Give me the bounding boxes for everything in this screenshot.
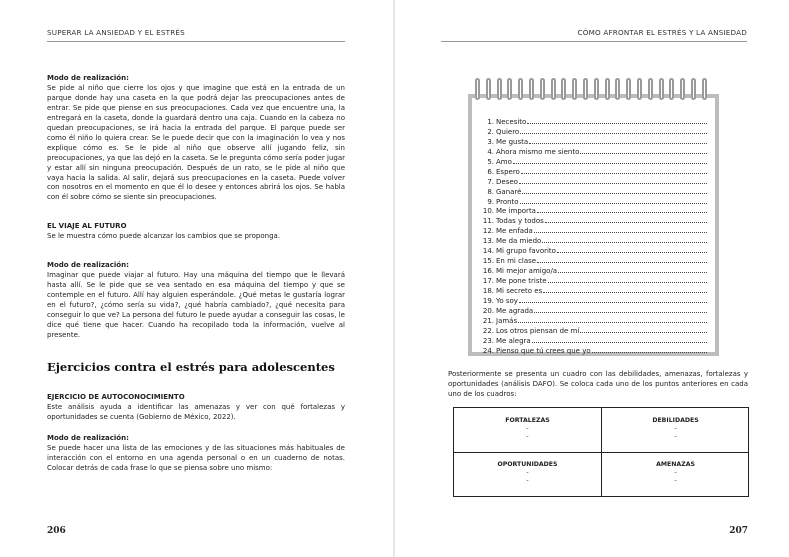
notebook-spiral-rings: [475, 78, 711, 104]
dotted-fill-line: [537, 256, 707, 263]
dotted-fill-line: [520, 197, 707, 204]
spiral-ring: [583, 78, 588, 100]
spiral-ring: [626, 78, 631, 100]
dotted-fill-line: [518, 316, 707, 323]
list-item-text: Me pone triste: [496, 277, 547, 285]
list-item-text: Pronto: [496, 197, 519, 206]
dotted-fill-line: [580, 326, 707, 333]
list-item-number: 10.: [482, 207, 494, 216]
list-item-text: Ganaré: [496, 187, 522, 196]
list-item: [481, 117, 713, 127]
dafo-label-fortalezas: FORTALEZAS: [505, 417, 550, 424]
sentence-completion-list: [481, 117, 713, 356]
paragraph-caseta: Se pide al niño que cierre los ojos y que imagine que está en la entrada de un parque donde hay una caseta en la que podrá dejar las preocupaciones antes de entrar. Se pide que piense en sus preocupaciones. Cada vez que encuentre una, la entregará en la caseta, donde la guardará dentro una caja. Cuando en la cabeza no quedan preocupaciones, se irá hacia la entrada del parque. El parque puede ser como él niño lo quiera crear. Se le puede decir que con la imaginación lo vea y nos explique cómo es. Se le pide al niño que observe allí jugando feliz, sin preocupaciones, ya que las dejó en la caseta. Se le pregunta cómo sería poder jugar y estar allí sin ninguna preocupación. Después de un rato, se le pide al niño que vaya hacia la salida. Al salir, dejará sus preocupaciones en la caseta. Puede volver con nosotros en el momento en que él lo desee y entonces abrirá los ojos. Se habla con él sobre cómo se siente sin preocupaciones.: [47, 83, 345, 202]
list-item-text: Yo soy: [496, 296, 518, 305]
running-head-left: SUPERAR LA ANSIEDAD Y EL ESTRÉS: [47, 28, 185, 37]
dotted-fill-line: [558, 266, 707, 273]
list-item: [481, 177, 713, 187]
list-item: [481, 236, 713, 246]
list-item-text: Jamás: [496, 316, 518, 325]
list-item-text: Quiero: [496, 127, 520, 136]
spacer: [47, 341, 345, 360]
list-item: [481, 216, 713, 226]
left-page: [0, 0, 394, 557]
paragraph-viaje-intro: Se le muestra cómo puede alcanzar los cambios que se proponga.: [47, 232, 281, 241]
list-item: [481, 326, 713, 336]
dotted-fill-line: [519, 177, 707, 184]
subheading-modo-realizacion-2: Modo de realización:: [47, 261, 129, 270]
list-item: [481, 137, 713, 147]
list-item-number: 3.: [487, 137, 494, 146]
list-item-text: Me da miedo: [496, 237, 542, 246]
dafo-label-debilidades: DEBILIDADES: [652, 417, 699, 424]
dotted-fill-line: [545, 216, 707, 223]
list-item-text: Mi grupo favorito: [496, 247, 556, 256]
dotted-fill-line: [537, 206, 707, 213]
list-item-number: 20.: [482, 306, 494, 315]
spiral-ring: [475, 78, 480, 100]
list-item: [481, 296, 713, 306]
dotted-fill-line: [534, 226, 707, 233]
subheading-modo-realizacion-3: Modo de realización:: [47, 433, 129, 442]
list-item: [481, 316, 713, 326]
dafo-table: [453, 407, 749, 497]
list-item-number: 8.: [487, 187, 494, 196]
list-item-text: Necesito: [496, 118, 527, 126]
list-item-number: 24.: [482, 346, 494, 355]
list-item: [481, 336, 713, 346]
list-item-number: 1.: [487, 118, 494, 126]
spiral-ring: [659, 78, 664, 100]
dafo-label-oportunidades: OPORTUNIDADES: [497, 461, 558, 468]
spiral-ring: [529, 78, 534, 100]
subheading-modo-realizacion-1: Modo de realización:: [47, 74, 129, 82]
list-item-text: Todas y todos: [496, 217, 544, 226]
dafo-dash: -: [674, 433, 677, 440]
dotted-fill-line: [520, 127, 707, 134]
dafo-cell-fortalezas: [454, 417, 601, 441]
paragraph-lista-emociones: Se puede hacer una lista de las emociones y de las situaciones más habituales de interacción con el entorno en una agenda personal o en un cuaderno de notas. Colocar detrás de cada frase lo que se piensa sobre uno mismo:: [47, 443, 345, 472]
dotted-fill-line: [519, 296, 707, 303]
list-item: [481, 206, 713, 216]
spiral-ring: [497, 78, 502, 100]
paragraph-maquina-tiempo: Imaginar que puede viajar al futuro. Hay una máquina del tiempo que le llevará hasta allí. Se le pide que se vea sentado en esa máquina del tiempo y que se contemple en el futuro. Allí hay alguien esperándole. ¿Qué metas le gustaría lograr en el futuro?, ¿cómo sería su vida?, ¿qué habría cambiado?, ¿qué necesita para conseguir lo que ve? La persona del futuro le puede ayudar a conseguir las cosas, le dice qué tiene que hacer. Cuando ha recopilado toda la información, vuelve al presente.: [47, 271, 345, 339]
dafo-dash: -: [526, 477, 529, 484]
list-item: [481, 276, 713, 286]
list-item-text: Me importa: [496, 207, 536, 216]
list-item: [481, 286, 713, 296]
spacer: [47, 374, 345, 393]
list-item-number: 12.: [482, 227, 494, 236]
list-item-number: 14.: [482, 247, 494, 256]
dotted-fill-line: [548, 276, 707, 283]
list-item-number: 5.: [487, 157, 494, 166]
dafo-dash: -: [526, 469, 529, 476]
spiral-ring: [637, 78, 642, 100]
header-rule-left: [47, 41, 345, 42]
list-item-number: 22.: [482, 326, 494, 335]
page-number-left: 206: [47, 526, 66, 536]
spiral-ring: [680, 78, 685, 100]
dotted-fill-line: [557, 246, 707, 253]
list-item-number: 16.: [482, 267, 494, 276]
spiral-ring: [669, 78, 674, 100]
spacer: [47, 203, 345, 222]
list-item-text: Me gusta: [496, 137, 529, 146]
dotted-fill-line: [580, 147, 707, 154]
list-item-text: Me agrada: [496, 306, 534, 315]
list-item-number: 2.: [487, 127, 494, 136]
list-item: [481, 197, 713, 207]
list-item: [481, 246, 713, 256]
dafo-dash: -: [674, 469, 677, 476]
list-item: [481, 266, 713, 276]
list-item-text: Amo: [496, 157, 512, 166]
spiral-ring: [486, 78, 491, 100]
spiral-ring: [551, 78, 556, 100]
dafo-dash: -: [526, 425, 529, 432]
list-item-number: 19.: [482, 296, 494, 305]
list-item-text: Me enfada: [496, 227, 533, 236]
section-title-adolescentes: Ejercicios contra el estrés para adolescentes: [47, 359, 335, 374]
dafo-dash: -: [674, 477, 677, 484]
dafo-cell-debilidades: [602, 417, 749, 441]
spiral-ring: [648, 78, 653, 100]
dafo-dash: -: [674, 425, 677, 432]
list-item-text: Mi mejor amigo/a: [496, 267, 558, 276]
spacer: [47, 242, 345, 261]
dotted-fill-line: [521, 167, 707, 174]
list-item: [481, 147, 713, 157]
list-item-text: Espero: [496, 167, 520, 176]
left-text-column: [47, 74, 345, 474]
dotted-fill-line: [529, 137, 707, 144]
dafo-divider-horizontal: [454, 452, 748, 453]
spiral-ring: [594, 78, 599, 100]
paragraph-dafo-intro: Posteriormente se presenta un cuadro con las debilidades, amenazas, fortalezas y oportunidades (análisis DAFO). Se coloca cada uno de los puntos anteriores en cada uno de los cuadros:: [448, 370, 748, 398]
dotted-fill-line: [592, 346, 707, 353]
list-item: [481, 127, 713, 137]
list-item-number: 17.: [482, 277, 494, 285]
dotted-fill-line: [542, 236, 707, 243]
dotted-fill-line: [534, 306, 707, 313]
subheading-autoconocimiento: EJERCICIO DE AUTOCONOCIMIENTO: [47, 392, 185, 401]
list-item-text: Mi secreto es: [496, 286, 543, 295]
dotted-fill-line: [543, 286, 707, 293]
paragraph-autoconocimiento: Este análisis ayuda a identificar las amenazas y ver con qué fortalezas y oportunidades se cuenta (Gobierno de México, 2022).: [47, 402, 345, 421]
dafo-cell-amenazas: [602, 461, 749, 485]
list-item-number: 4.: [487, 147, 494, 156]
spiral-ring: [561, 78, 566, 100]
spiral-ring: [540, 78, 545, 100]
spiral-ring: [691, 78, 696, 100]
dotted-fill-line: [532, 336, 707, 343]
page-number-right: 207: [729, 526, 748, 536]
running-head-right: CÓMO AFRONTAR EL ESTRÉS Y LA ANSIEDAD: [577, 28, 747, 37]
list-item: [481, 256, 713, 266]
list-item: [481, 167, 713, 177]
spiral-ring: [615, 78, 620, 100]
list-item: [481, 226, 713, 236]
right-page: [395, 0, 789, 557]
list-item-text: Pienso que tú crees que yo: [496, 346, 591, 355]
header-rule-right: [441, 41, 747, 42]
spiral-ring: [702, 78, 707, 100]
list-item-number: 15.: [482, 257, 494, 266]
list-item: [481, 306, 713, 316]
dotted-fill-line: [513, 157, 707, 164]
spiral-ring: [572, 78, 577, 100]
dotted-fill-line: [527, 117, 707, 124]
list-item-text: Deseo: [496, 177, 518, 186]
list-item-number: 18.: [482, 286, 494, 295]
list-item-number: 21.: [482, 316, 494, 325]
spiral-ring: [605, 78, 610, 100]
list-item-number: 9.: [487, 197, 494, 206]
list-item-text: En mi clase: [496, 257, 537, 266]
spiral-ring: [518, 78, 523, 100]
spiral-ring: [507, 78, 512, 100]
list-item-text: Los otros piensan de mí: [496, 326, 580, 335]
list-item-text: Me alegra: [496, 336, 531, 345]
list-item-number: 7.: [487, 177, 494, 186]
list-item: [481, 187, 713, 197]
list-item-number: 6.: [487, 167, 494, 176]
list-item-number: 23.: [482, 336, 494, 345]
spacer: [47, 423, 345, 434]
dafo-label-amenazas: AMENAZAS: [656, 461, 695, 468]
dafo-cell-oportunidades: [454, 461, 601, 485]
dafo-dash: -: [526, 433, 529, 440]
list-item: [481, 157, 713, 167]
list-item: [481, 346, 713, 356]
dotted-fill-line: [522, 187, 707, 194]
list-item-number: 11.: [482, 217, 494, 226]
list-item-number: 13.: [482, 237, 494, 246]
list-item-text: Ahora mismo me siento: [496, 147, 580, 156]
subheading-viaje-futuro: EL VIAJE AL FUTURO: [47, 222, 127, 231]
